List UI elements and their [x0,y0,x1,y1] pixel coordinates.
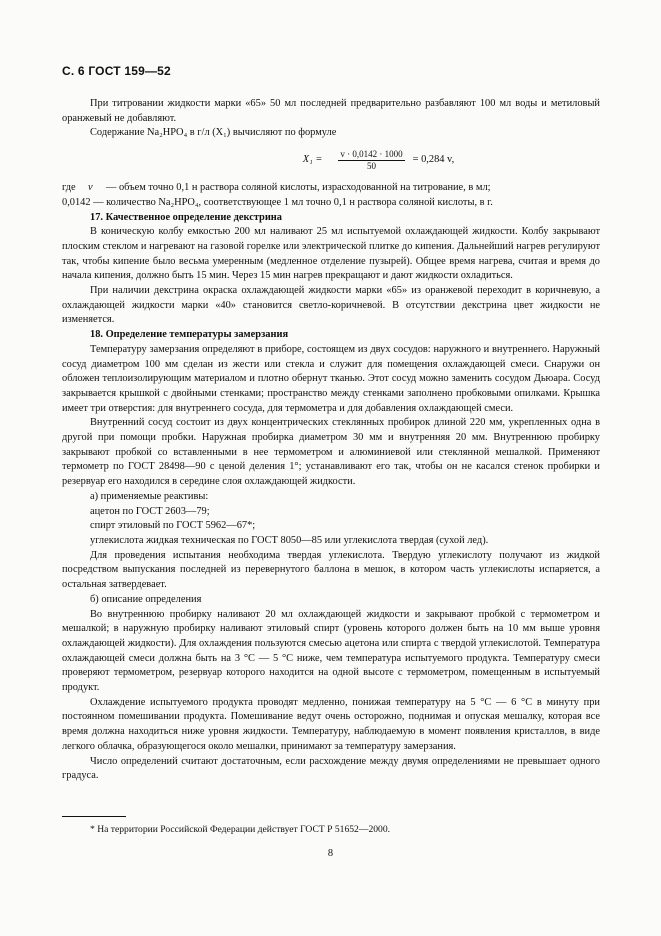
body-text [62,97,600,784]
paragraph-reagents-title: а) применяемые реактивы: [90,490,209,502]
section-heading-17: 17. Качественное определение декстрина [90,211,282,223]
paragraph-formula-intro: Содержание Na₂HPO₄ в г/л (X₁) вычисляют по формуле [90,127,337,139]
formula-lhs: X₁ = [302,153,323,165]
paragraph-reagent-ethanol: спирт этиловый по ГОСТ 5962—67*; [90,520,256,532]
footnote-divider [62,816,126,817]
formula-denominator: 50 [367,160,376,171]
formula-rhs: = 0,284 v, [412,153,455,165]
formula [157,143,600,177]
section-heading-18: 18. Определение температуры замерзания [90,329,289,341]
paragraph-dextrin-result: При наличии декстрина окраска охлаждающей жидкости марки «65» из оранжевой переходит в коричневую, а охлаждающей жидкости марки «40» становится светло-коричневой. В отсутствии декстрина цвет жидкости не изменяется. [62,285,600,326]
paragraph-apparatus: Температуру замерзания определяют в приборе, состоящем из двух сосудов: наружного и внутреннего. Наружный сосуд диаметром 100 мм сделан из жести или стекла и служит для помещения охлаждающей смеси. Снаружи он обложен теплоизолирующим материалом и плотно обернут тканью. Этот сосуд можно заменить сосудом Дьюара. Сосуд закрывается крышкой с двойными стенками; пространство между стенками заполнено пробковыми опилками. Крышка имеет три отверстия: для внутреннего сосуда, для термометра и для добавления охлаждающей смеси. [62,343,600,414]
paragraph-procedure: Во внутреннюю пробирку наливают 20 мл охлаждающей жидкости и закрывают пробкой с термометром и мешалкой; в наружную пробирку наливают этиловый спирт (уровень которого должен быть на 10 мм выше уровня охлаждающей жидкости). Для охлаждения пользуются смесью ацетона или спирта с твердой углекислотой. Температура охлаждающей смеси должна быть на 3 °С — 5 °С ниже, чем температура испытуемого продукта. Температуру смеси проверяют термометром, резервуар которого находится на одной высоте с термометром, помещенным в испытуемый продукт. [62,608,600,694]
formula-numerator: v · 0,0142 · 1000 [340,148,403,159]
paragraph-coefficient: 0,0142 — количество Na₂HPO₄, соответствующее 1 мл точно 0,1 н раствора соляной кислоты, в г. [62,196,493,208]
paragraph-determinations: Число определений считают достаточным, если расхождение между двумя определениями не превышает одного градуса. [62,755,600,782]
paragraph-dextrin-method: В коническую колбу емкостью 200 мл наливают 25 мл испытуемой охлаждающей жидкости. Колбу закрывают плоским стеклом и нагревают на газовой горелке или электрической плитке до кипения. Дальнейший нагрев регулируют так, чтобы кипение было весьма умеренным (медленное отделение пузырей). Общее время нагрева, считая и время до начала кипения, должно быть 15 мин. Через 15 мин нагрев прекращают и дают жидкости охладиться. [62,226,600,282]
paragraph-solid-co2: Для проведения испытания необходима твердая углекислота. Твердую углекислоту получают из жидкой посредством выпускания последней из перевернутого баллона в мешок, в котором часть углекислоты испаряется, а остальная затвердевает. [62,549,600,591]
where-word: где [62,182,76,194]
where-symbol: v [88,182,93,194]
where-text: — объем точно 0,1 н раствора соляной кислоты, израсходованной на титрование, в мл; [106,182,491,194]
paragraph-procedure-title: б) описание определения [90,593,202,605]
page-number: 8 [327,848,334,859]
paragraph-reagent-acetone: ацетон по ГОСТ 2603—79; [90,505,210,517]
paragraph-titration: При титровании жидкости марки «65» 50 мл последней предварительно разбавляют 100 мл воды и метиловый оранжевый не добавляют. [62,98,600,124]
footnote: * На территории Российской Федерации действует ГОСТ Р 51652—2000. [90,824,391,835]
page-header: С. 6 ГОСТ 159—52 [62,64,171,78]
formula-legend [62,181,600,196]
paragraph-inner-vessel: Внутренний сосуд состоит из двух концентрических стеклянных пробирок длиной 220 мм, укрепленных одна в другой при помощи пробки. Наружная пробирка диаметром 30 мм и внутренняя 20 мм. Внутреннюю пробирку закрывают пробкой со вставленными в нее термометром и алюминиевой или стеклянной мешалкой. Применяют термометр по ГОСТ 28498—90 с ценой деления 1°; устанавливают его так, чтобы он не касался стенок пробирки и резервуар его находился в середине слоя охлаждающей жидкости. [62,417,600,488]
paragraph-cooling: Охлаждение испытуемого продукта проводят медленно, понижая температуру на 5 °С — 6 °С в минуту при постоянном помешивании продукта. Помешивание ведут очень осторожно, поднимая и опуская мешалку, которая все время должна находиться ниже уровня жидкости. Температуру, наблюдаемую в момент появления кристаллов, в виде легкого облачка, образующегося около мешалки, принимают за температуру замерзания. [62,696,600,752]
formula-fraction [338,149,404,172]
paragraph-reagent-co2: углекислота жидкая техническая по ГОСТ 8050—85 или углекислота твердая (сухой лед). [90,534,489,546]
